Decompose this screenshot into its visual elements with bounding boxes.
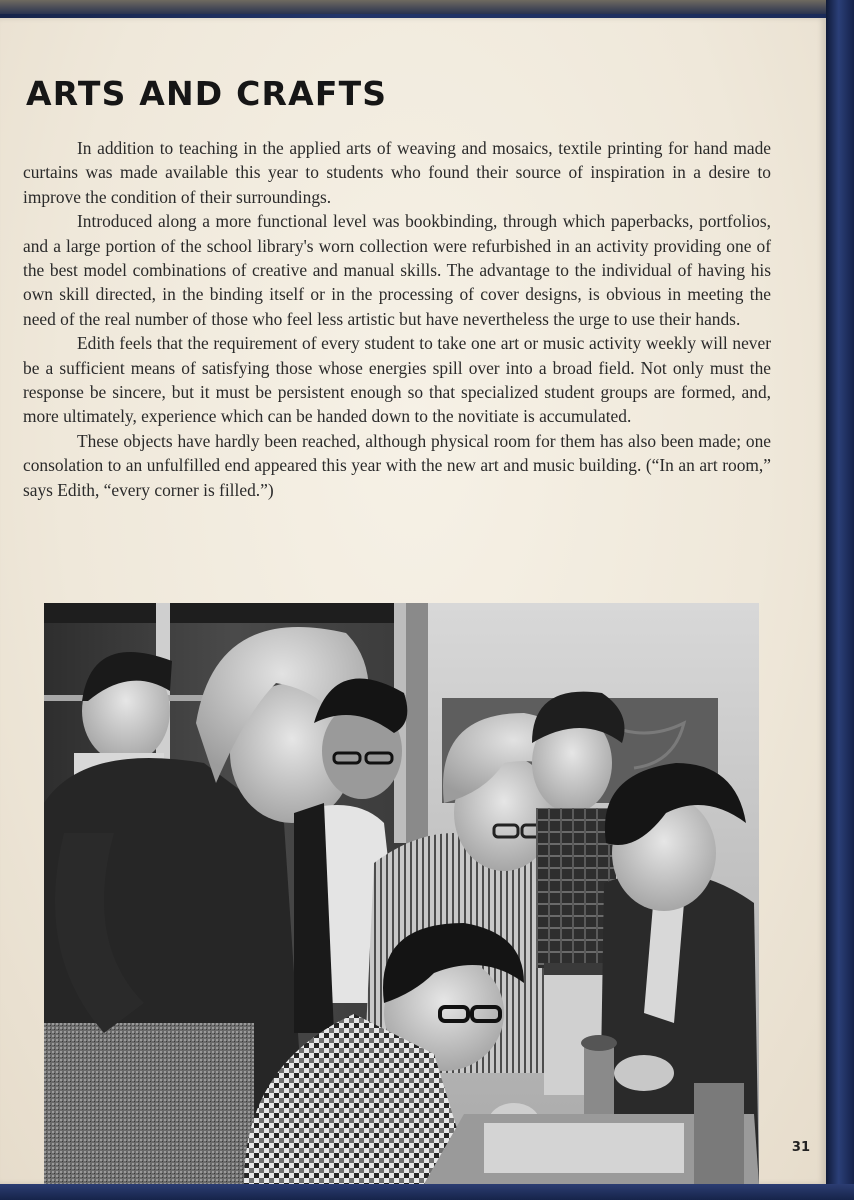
page xyxy=(0,18,826,1184)
photograph-students-at-workbench xyxy=(44,603,759,1184)
paragraph: Introduced along a more functional level was bookbinding, through which paperbacks, portfolios, and a large portion of the school library's worn collection were refurbished in an activity providing one of the best model combinations of creative and manual skills. The advantage to the individual of having his own skill directed, in the binding itself or in the processing of cover designs, is obvious in meeting the need of the real number of those who feel less artistic but have nevertheless the urge to use their hands. xyxy=(23,211,771,329)
article-body xyxy=(23,136,771,502)
book-cover-edge-right xyxy=(826,0,854,1200)
paragraph: Edith feels that the requirement of every student to take one art or music activity weekly will never be a sufficient means of satisfying those whose energies spill over into a broad field. Not only must the response be sincere, but it must be persistent enough so that specialized student groups are formed, and, more ultimately, experience which can be handed down to the novitiate is accumulated. xyxy=(23,333,771,427)
page-number: 31 xyxy=(791,1140,810,1155)
book-cover-edge-bottom xyxy=(0,1184,854,1200)
photo-image xyxy=(44,603,759,1184)
page-title: ARTS AND CRAFTS xyxy=(26,74,388,113)
paragraph: In addition to teaching in the applied arts of weaving and mosaics, textile printing for hand made curtains was made available this year to students who found their source of inspiration in a desire to improve the condition of their surroundings. xyxy=(23,138,771,207)
paragraph: These objects have hardly been reached, although physical room for them has also been made; one consolation to an unfulfilled end appeared this year with the new art and music building. (“In an art room,” says Edith, “every corner is filled.”) xyxy=(23,430,771,500)
